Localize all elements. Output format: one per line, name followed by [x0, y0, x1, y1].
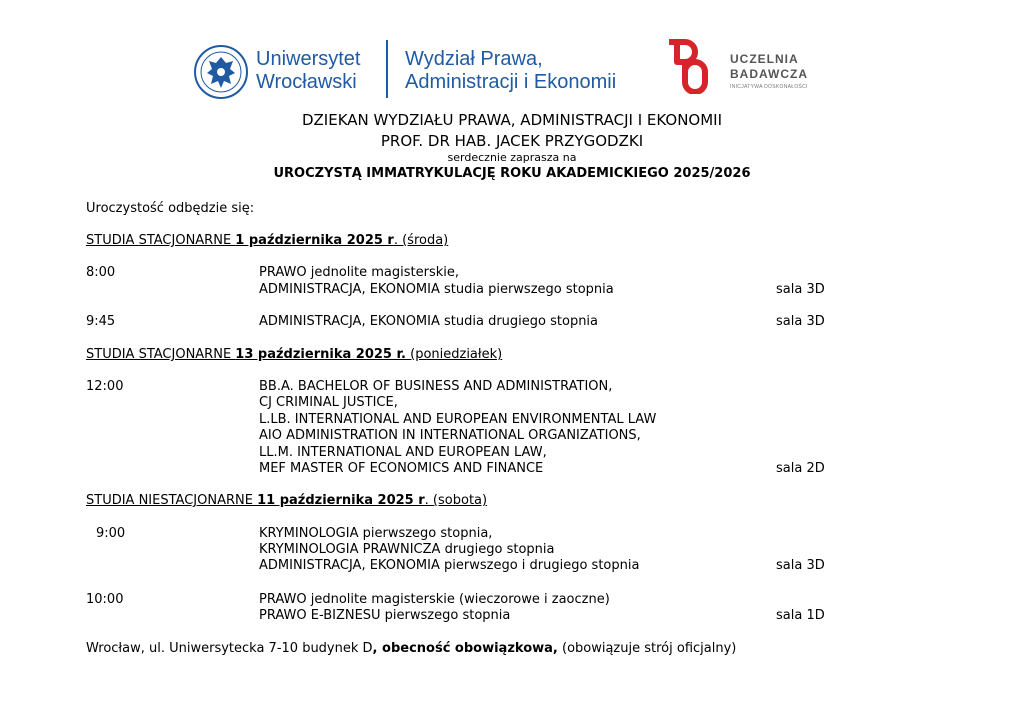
section-date: 11 października 2025 r: [257, 493, 425, 508]
university-name-line2: Wrocławski: [256, 71, 357, 93]
entry-program: BB.A. BACHELOR OF BUSINESS AND ADMINISTRATION,: [259, 379, 613, 394]
ub-subtitle: INICJATYWA DOSKONAŁOŚCI: [730, 84, 808, 90]
section-date: 1 października 2025 r: [235, 233, 394, 248]
section-heading: [86, 493, 487, 508]
ub-line1: UCZELNIA: [730, 52, 799, 66]
entry-program: ADMINISTRACJA, EKONOMIA studia pierwszego stopnia: [259, 282, 614, 297]
entry-room: sala 3D: [776, 314, 825, 329]
entry-program: KRYMINOLOGIA PRAWNICZA drugiego stopnia: [259, 542, 555, 557]
entry-program: KRYMINOLOGIA pierwszego stopnia,: [259, 526, 493, 541]
section-day: . (sobota): [424, 493, 488, 508]
section-date: 13 października 2025 r.: [235, 347, 406, 362]
invite-text: serdecznie zaprasza na: [447, 151, 577, 164]
section-day: (poniedziałek): [405, 347, 503, 362]
entry-program: CJ CRIMINAL JUSTICE,: [259, 395, 398, 410]
entry-room: sala 3D: [776, 558, 825, 573]
faculty-name-line1: Wydział Prawa,: [405, 48, 543, 70]
dean-name: PROF. DR HAB. JACEK PRZYGODZKI: [380, 132, 644, 150]
entry-program: PRAWO E-BIZNESU pierwszego stopnia: [259, 608, 511, 623]
footer-mandatory: , obecność obowiązkowa,: [372, 641, 558, 656]
section-heading: [86, 233, 448, 248]
footer-address: Wrocław, ul. Uniwersytecka 7-10 budynek D: [86, 641, 373, 656]
section-day: . (środa): [393, 233, 449, 248]
section-label: STUDIA STACJONARNE: [86, 347, 236, 362]
faculty-name-line2: Administracji i Ekonomii: [405, 71, 617, 93]
section-heading: [86, 347, 502, 362]
entry-program: L.LB. INTERNATIONAL AND EUROPEAN ENVIRONMENTAL LAW: [259, 412, 657, 427]
footer-note: [86, 641, 736, 656]
entry-time: 9:45: [86, 314, 116, 329]
university-name-line1: Uniwersytet: [256, 48, 361, 70]
university-name: [256, 48, 360, 94]
entry-room: sala 3D: [776, 282, 825, 297]
intro-text: Uroczystość odbędzie się:: [86, 201, 255, 216]
logo-divider: [386, 40, 388, 98]
ub-line2: BADAWCZA: [730, 67, 808, 81]
entry-time: 9:00: [96, 526, 126, 541]
university-seal-logo: [193, 44, 249, 100]
section-label: STUDIA NIESTACJONARNE: [86, 493, 258, 508]
research-university-text: [730, 52, 808, 90]
entry-time: 10:00: [86, 592, 124, 607]
entry-room: sala 1D: [776, 608, 825, 623]
dean-title: DZIEKAN WYDZIAŁU PRAWA, ADMINISTRACJI I EKONOMII: [301, 111, 723, 129]
event-title: UROCZYSTĄ IMMATRYKULACJĘ ROKU AKADEMICKIEGO 2025/2026: [273, 166, 751, 181]
entry-program: PRAWO jednolite magisterskie (wieczorowe i zaoczne): [259, 592, 610, 607]
entry-program: ADMINISTRACJA, EKONOMIA studia drugiego stopnia: [259, 314, 599, 329]
entry-time: 8:00: [86, 265, 116, 280]
section-label: STUDIA STACJONARNE: [86, 233, 236, 248]
entry-program: LL.M. INTERNATIONAL AND EUROPEAN LAW,: [259, 445, 547, 460]
entry-program: ADMINISTRACJA, EKONOMIA pierwszego i drugiego stopnia: [259, 558, 640, 573]
entry-program: MEF MASTER OF ECONOMICS AND FINANCE: [259, 461, 544, 476]
entry-time: 12:00: [86, 379, 124, 394]
research-university-logo: [663, 38, 723, 94]
entry-program: AIO ADMINISTRATION IN INTERNATIONAL ORGANIZATIONS,: [259, 428, 641, 443]
entry-program: PRAWO jednolite magisterskie,: [259, 265, 460, 280]
faculty-name: [405, 48, 616, 94]
entry-room: sala 2D: [776, 461, 825, 476]
footer-dress: (obowiązuje strój oficjalny): [557, 641, 737, 656]
